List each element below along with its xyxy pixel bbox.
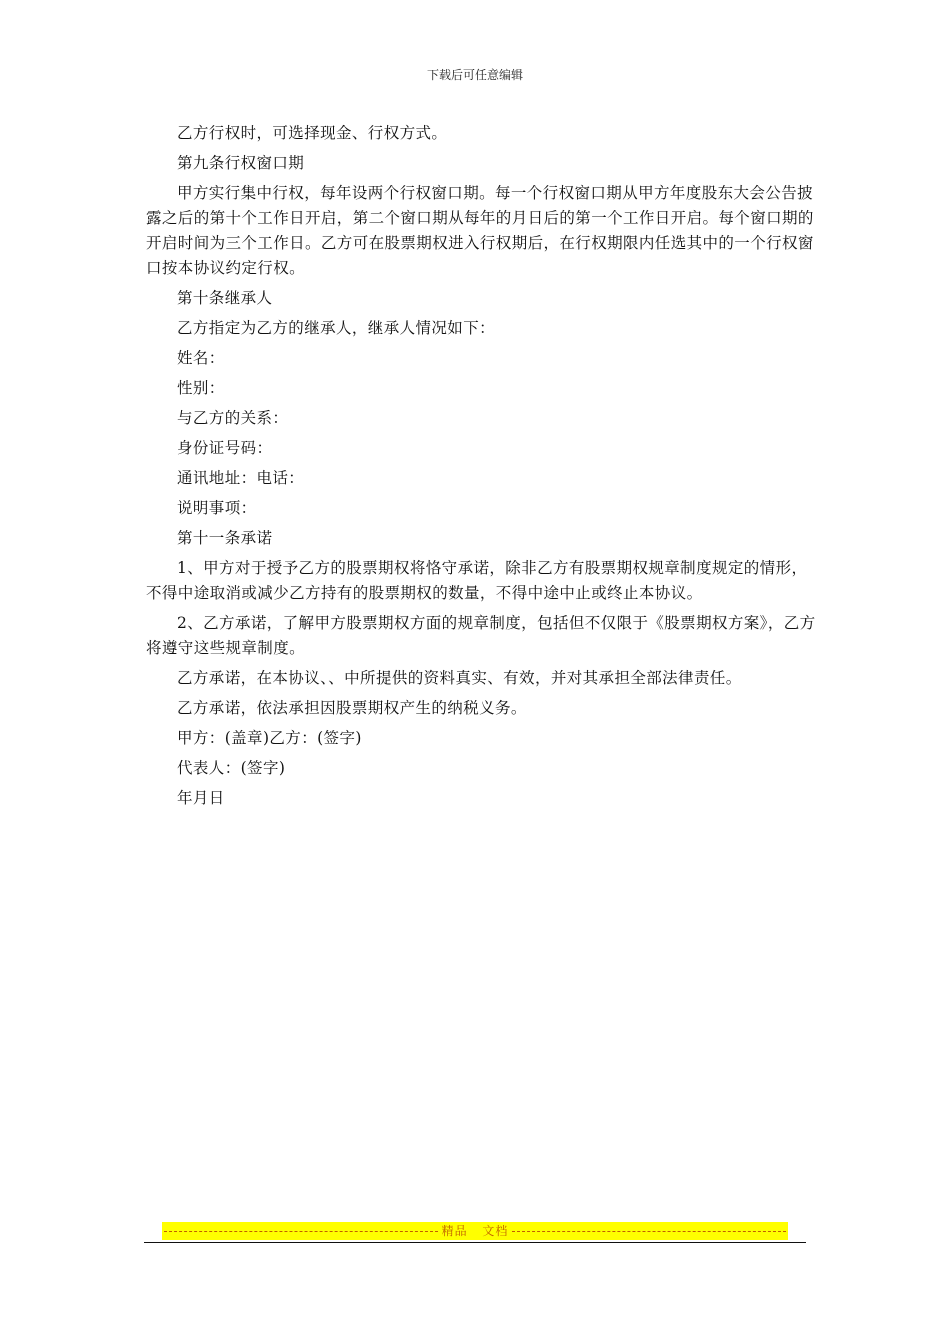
article-10-heading: 第十条继承人 [177,289,273,307]
footer-dash-right [512,1231,786,1232]
footer-dash-left [164,1231,438,1232]
field-relationship: 与乙方的关系： [177,409,289,427]
field-notes: 说明事项： [177,499,257,517]
commitment-3: 乙方承诺，在本协议、、中所提供的资料真实、有效，并对其承担全部法律责任。 [177,669,742,687]
footer-label: 精品 文档 [441,1224,509,1238]
document-body [146,121,816,816]
commitment-1: 1、甲方对于授予乙方的股票期权将恪守承诺，除非乙方有股票期权规章制度规定的情形，不得中途取消或减少乙方持有的股票期权的数量，不得中途中止或终止本协议。 [146,559,808,602]
footer-banner [162,1222,788,1240]
field-name: 姓名： [177,349,225,367]
commitment-4: 乙方承诺，依法承担因股票期权产生的纳税义务。 [177,699,527,717]
signature-date: 年月日 [177,789,225,807]
paragraph-heir-intro: 乙方指定为乙方的继承人，继承人情况如下： [177,319,496,337]
article-9-heading: 第九条行权窗口期 [177,154,305,172]
paragraph-window-period: 甲方实行集中行权，每年设两个行权窗口期。每一个行权窗口期从甲方年度股东大会公告披露之后的第十个工作日开启，第二个窗口期从每年的月日后的第一个工作日开启。每个窗口期的开启时间为三个工作日。乙方可在股票期权进入行权期后，在行权期限内任选其中的一个行权窗口按本协议约定行权。 [146,184,814,277]
footer-rule [144,1242,806,1243]
article-11-heading: 第十一条承诺 [177,529,273,547]
field-address-phone: 通讯地址：电话： [177,469,305,487]
signature-representative: 代表人：(签字) [177,759,286,777]
page-header: 下载后可任意编辑 [426,68,523,82]
signature-parties: 甲方：(盖章)乙方：(签字) [177,729,362,747]
field-gender: 性别： [177,379,225,397]
paragraph-exercise-method: 乙方行权时，可选择现金、行权方式。 [177,124,448,142]
field-id-number: 身份证号码： [177,439,273,457]
commitment-2: 2、乙方承诺，了解甲方股票期权方面的规章制度，包括但不仅限于《股票期权方案》，乙方将遵守这些规章制度。 [146,614,816,657]
